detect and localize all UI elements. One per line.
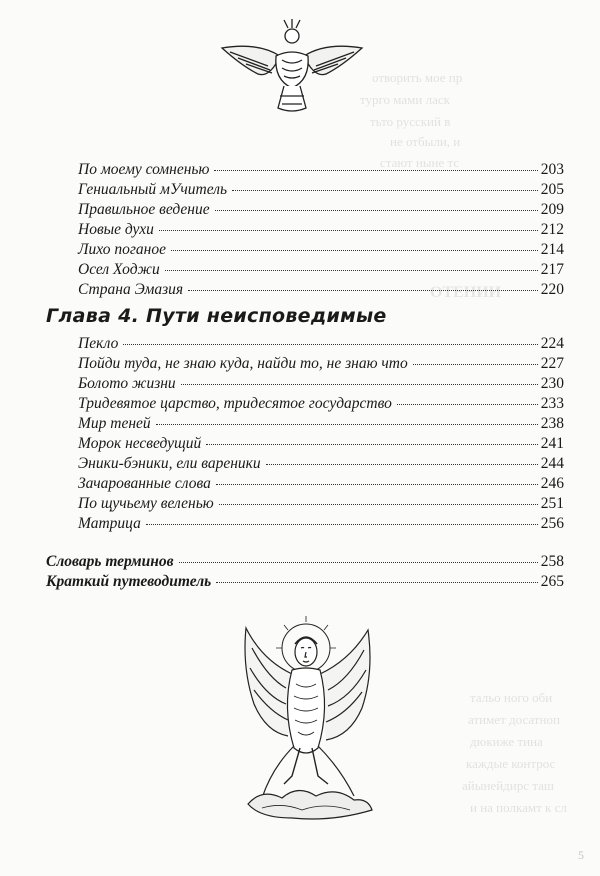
toc-entry-page: 227 [540, 355, 564, 372]
dot-leader [219, 504, 538, 505]
dot-leader [181, 384, 538, 385]
toc-entry[interactable] [46, 552, 564, 571]
winged-bird-ornament-icon [218, 18, 366, 118]
dot-leader [214, 170, 537, 171]
toc-entry-title: Лихо поганое [78, 241, 166, 258]
toc-entry[interactable] [78, 240, 564, 259]
toc-entry-title: Болото жизни [78, 375, 176, 392]
toc-entry[interactable] [78, 374, 564, 393]
toc-entry-page: 244 [540, 455, 564, 472]
toc-entry-title: Морок несведущий [78, 435, 202, 452]
toc-entry[interactable] [78, 180, 564, 199]
toc-entry-title: Словарь терминов [46, 553, 174, 570]
dot-leader [146, 524, 538, 525]
dot-leader [165, 270, 538, 271]
toc-entry[interactable] [78, 334, 564, 353]
toc-entry-page: 251 [540, 495, 564, 512]
toc-entry-page: 209 [540, 201, 564, 218]
toc-entry-page: 220 [540, 281, 564, 298]
toc-entry[interactable] [78, 474, 564, 493]
dot-leader [216, 582, 538, 583]
toc-entry-title: Страна Эмазия [78, 281, 184, 298]
toc-entry[interactable] [78, 354, 564, 373]
dot-leader [232, 190, 538, 191]
sirin-bird-illustration-icon [232, 608, 382, 824]
toc-entry[interactable] [78, 394, 564, 413]
toc-entry-title: Краткий путеводитель [46, 573, 212, 590]
toc-entry-page: 265 [540, 573, 564, 590]
dot-leader [171, 250, 538, 251]
toc-entry[interactable] [78, 454, 564, 473]
dot-leader [413, 364, 538, 365]
toc-entry-page: 233 [540, 395, 564, 412]
toc-entry-page: 238 [540, 415, 564, 432]
toc-entry-title: Тридевятое царство, тридесятое государство [78, 395, 392, 412]
toc-entry-title: По моему сомненью [78, 161, 210, 178]
toc-entry-page: 256 [540, 515, 564, 532]
dot-leader [266, 464, 538, 465]
toc-entry-title: Гениальный мУчитель [78, 181, 228, 198]
toc-entry-page: 241 [540, 435, 564, 452]
toc-entry[interactable] [78, 434, 564, 453]
toc-entry-page: 224 [540, 335, 564, 352]
toc-entry[interactable] [78, 280, 564, 299]
dot-leader [156, 424, 538, 425]
toc-entry-page: 212 [540, 221, 564, 238]
toc-entry-page: 217 [540, 261, 564, 278]
toc-entry-title: Осел Ходжи [78, 261, 160, 278]
toc-entry[interactable] [46, 572, 564, 591]
toc-entry-title: Мир теней [78, 415, 151, 432]
toc-entry-title: Пекло [78, 335, 119, 352]
toc-entry-page: 230 [540, 375, 564, 392]
toc-entry-title: Пойди туда, не знаю куда, найди то, не знаю что [78, 355, 408, 372]
toc-entry[interactable] [78, 220, 564, 239]
bleed-page-number: 5 [578, 848, 584, 862]
dot-leader [397, 404, 538, 405]
dot-leader [215, 210, 538, 211]
toc-entry[interactable] [78, 200, 564, 219]
toc-entry-page: 258 [540, 553, 564, 570]
toc-entry-page: 205 [540, 181, 564, 198]
toc-entry[interactable] [78, 494, 564, 513]
toc-entry-title: Эники-бэники, ели вареники [78, 455, 261, 472]
toc-entry-title: Правильное ведение [78, 201, 210, 218]
dot-leader [188, 290, 538, 291]
toc-entry-title: Зачарованные слова [78, 475, 211, 492]
dot-leader [123, 344, 537, 345]
toc-entry-page: 246 [540, 475, 564, 492]
toc-entry-title: Матрица [78, 515, 141, 532]
toc-entry[interactable] [78, 160, 564, 179]
dot-leader [159, 230, 538, 231]
dot-leader [216, 484, 538, 485]
toc-entry-title: Новые духи [78, 221, 154, 238]
dot-leader [179, 562, 538, 563]
chapter-heading[interactable]: Глава 4. Пути неисповедимые [46, 305, 387, 327]
toc-entry-title: По щучьему веленью [78, 495, 214, 512]
toc-entry-page: 214 [540, 241, 564, 258]
dot-leader [206, 444, 537, 445]
toc-entry[interactable] [78, 514, 564, 533]
toc-entry[interactable] [78, 414, 564, 433]
toc-entry[interactable] [78, 260, 564, 279]
toc-entry-page: 203 [540, 161, 564, 178]
